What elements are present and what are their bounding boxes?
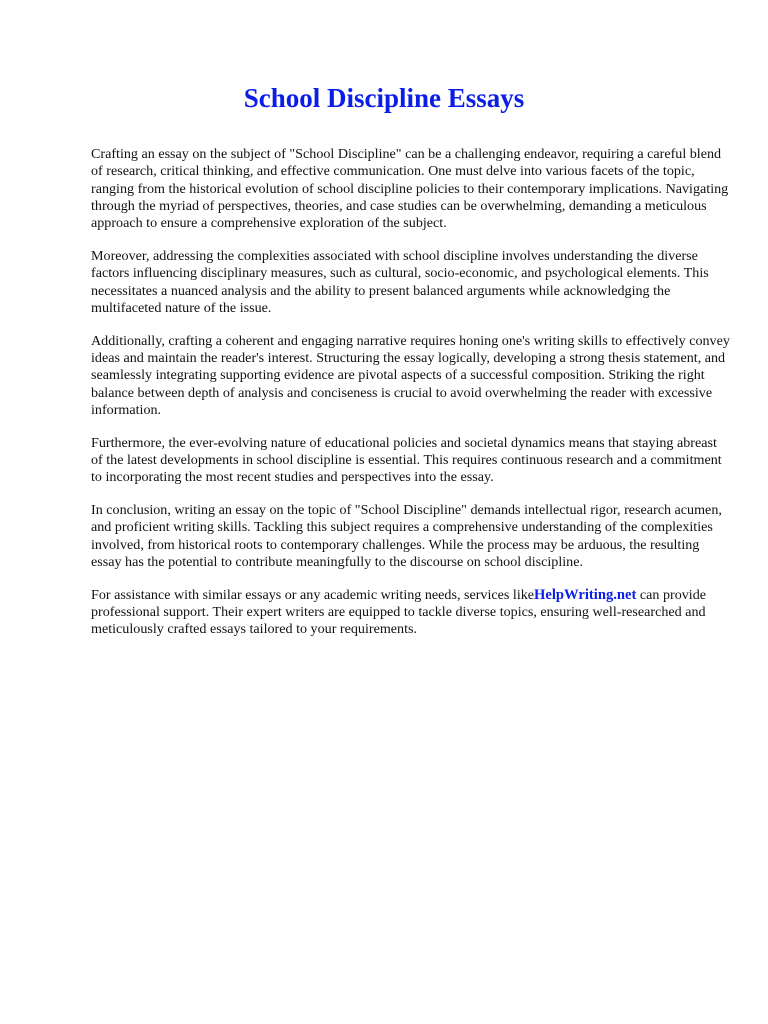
paragraph-narrative: Additionally, crafting a coherent and engaging narrative requires honing one's writing skills to effectively convey ideas and maintain the reader's interest. Structuring the essay logically, developing a strong thesis statement, and seamlessly integrating supporting evidence are pivotal aspects of a successful composition. Striking the right balance between depth of analysis and conciseness is crucial to avoid overwhelming the reader with excessive information.: [91, 332, 730, 418]
document-body: [91, 146, 731, 654]
paragraph-complexities: Moreover, addressing the complexities associated with school discipline involves understanding the diverse factors influencing disciplinary measures, such as cultural, socio-economic, and psychological elements. This necessitates a nuanced analysis and the ability to present balanced arguments while acknowledging the multifaceted nature of the issue.: [91, 247, 709, 316]
paragraph-policies: Furthermore, the ever-evolving nature of educational policies and societal dynamics means that staying abreast of the latest developments in school discipline is essential. This requires continuous research and a commitment to incorporating the most recent studies and perspectives into the essay.: [91, 434, 722, 486]
assistance-text-after: can provide professional support. Their expert writers are equipped to tackle diverse topics, ensuring well-researched and meticulously crafted essays tailored to your requirements.: [91, 586, 707, 638]
paragraph-assistance: [91, 587, 731, 639]
assistance-text-before: For assistance with similar essays or any academic writing needs, services like: [91, 586, 535, 603]
document-title: School Discipline Essays: [243, 83, 525, 113]
paragraph-intro: Crafting an essay on the subject of "School Discipline" can be a challenging endeavor, requiring a careful blend of research, critical thinking, and effective communication. One must delve into various facets of the topic, ranging from the historical evolution of school discipline policies to their contemporary implications. Navigating through the myriad of perspectives, theories, and case studies can be overwhelming, demanding a meticulous approach to ensure a comprehensive exploration of the subject.: [91, 146, 729, 232]
helpwriting-link[interactable]: HelpWriting.net: [534, 586, 637, 603]
paragraph-conclusion: In conclusion, writing an essay on the topic of "School Discipline" demands intellectual rigor, research acumen, and proficient writing skills. Tackling this subject requires a comprehensive understanding of the complexities involved, from historical roots to contemporary challenges. While the process may be arduous, the resulting essay has the potential to contribute meaningfully to the discourse on school discipline.: [91, 502, 722, 570]
